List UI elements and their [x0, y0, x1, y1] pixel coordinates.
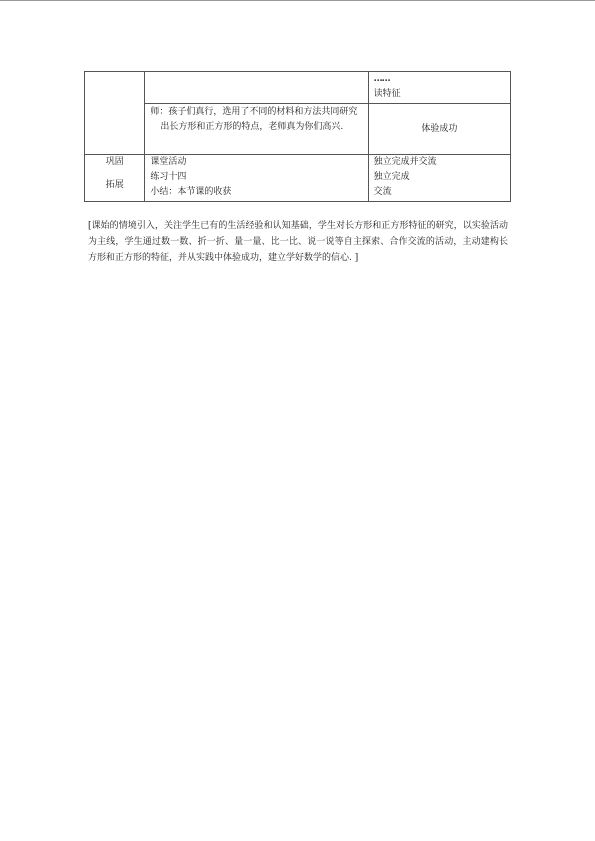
student-activity-cell	[368, 155, 510, 202]
content-item: 练习十四	[150, 172, 187, 182]
student-item: 独立完成并交流	[373, 157, 437, 167]
student-item: 交流	[373, 187, 392, 197]
stage-cell-empty	[85, 72, 145, 155]
lesson-plan-table	[84, 71, 511, 202]
content-item: 课堂活动	[150, 157, 187, 167]
ellipsis-text: ……	[373, 74, 390, 84]
experience-success-cell	[368, 104, 510, 155]
stage-label-extend: 拓展	[105, 180, 124, 190]
stage-label-consolidate: 巩固	[105, 157, 124, 167]
student-activity-cell	[368, 72, 510, 104]
content-cell-empty	[145, 72, 368, 104]
teaching-reflection-note: [课始的情境引入，关注学生已有的生活经验和认知基础，学生对长方形和正方形特征的研究，以实验活动为主线，学生通过数一数、折一折、量一量、比一比、说一说等自主探索、合作交流的活动，主动建构长方形和正方形的特征，并从实践中体验成功，建立学好数学的信心. ]	[88, 221, 508, 263]
student-item: 独立完成	[373, 172, 410, 182]
read-features-text: 读特征	[373, 89, 401, 99]
experience-success-text: 体验成功	[421, 123, 458, 134]
teacher-remark-text: 师：孩子们真行，选用了不同的材料和方法共同研究出长方形和正方形的特点，老师真为你们高兴.	[150, 107, 358, 132]
teacher-remark-cell	[145, 104, 368, 155]
table-row	[85, 72, 511, 104]
table-row	[85, 155, 511, 202]
table-row	[85, 104, 511, 155]
stage-cell	[85, 155, 145, 202]
content-cell	[145, 155, 368, 202]
page-top-rule	[0, 0, 595, 1]
content-item: 小结：本节课的收获	[150, 187, 232, 197]
